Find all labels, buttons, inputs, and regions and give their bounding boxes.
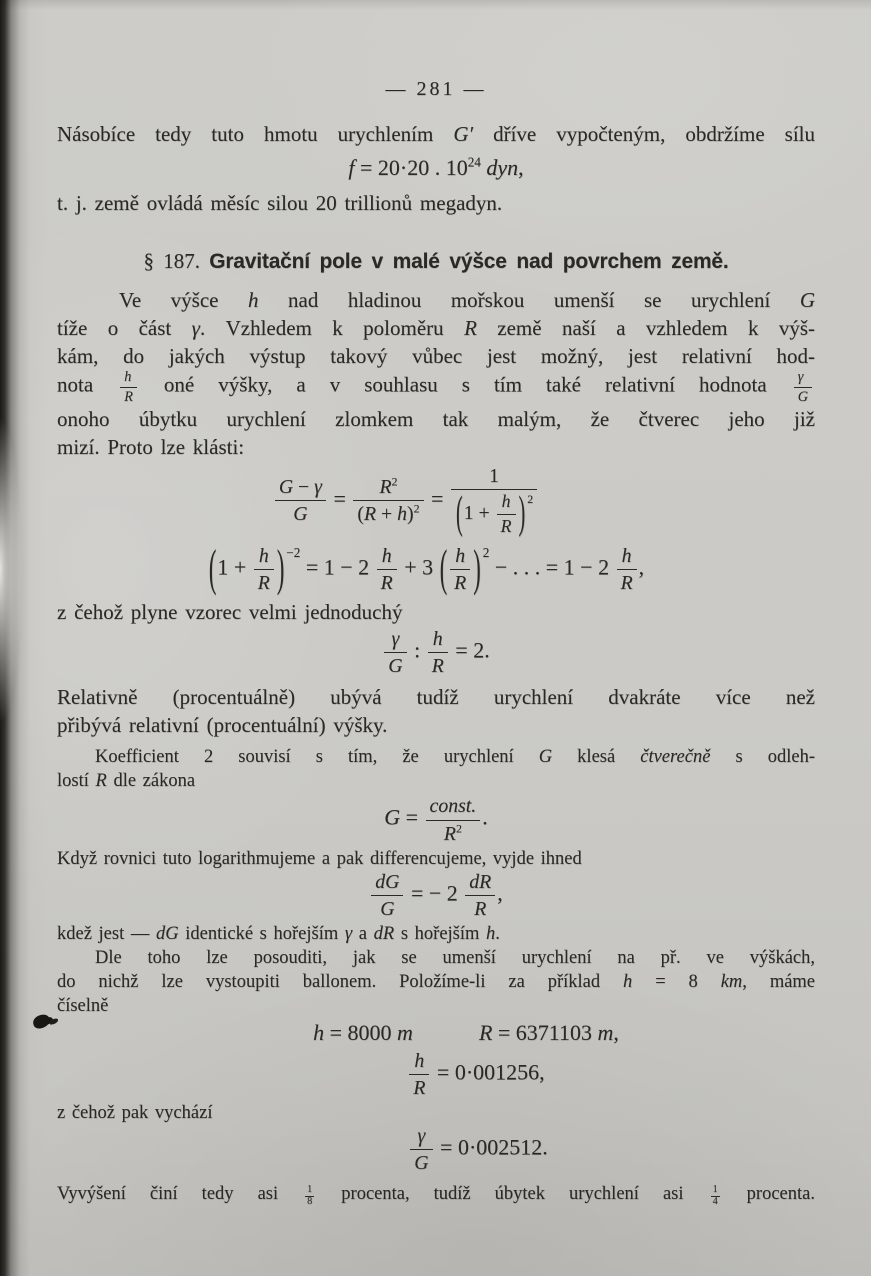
math-variable: γ — [391, 628, 400, 651]
denominator — [794, 387, 812, 405]
text: ( — [357, 503, 364, 526]
text: 1 — [712, 1183, 718, 1195]
text-line — [57, 970, 815, 994]
text: = — [400, 805, 424, 831]
math-variable: h — [124, 368, 132, 385]
math-variable: G — [380, 897, 395, 920]
numerator — [450, 545, 470, 569]
fraction — [497, 492, 516, 537]
fraction — [428, 628, 448, 677]
math-variable: R — [413, 1076, 426, 1099]
numerator — [275, 476, 326, 500]
numerator — [254, 545, 274, 569]
math-variable: R — [464, 315, 477, 340]
math-variable: dR — [373, 924, 395, 945]
text: = — [327, 485, 352, 511]
denominator — [384, 652, 406, 677]
math-formula — [57, 795, 815, 844]
text: z čehož plyne vzorec velmi jednoduchý — [57, 600, 403, 625]
text-line — [57, 189, 815, 217]
denominator — [711, 1196, 720, 1208]
fraction — [450, 545, 470, 594]
big-parenthesis: ( — [208, 539, 217, 597]
fraction — [275, 476, 326, 525]
denominator — [377, 569, 397, 594]
math-formula — [57, 153, 815, 183]
denominator — [451, 489, 537, 537]
math-variable: h — [414, 1049, 425, 1072]
text: = 8000 — [324, 1020, 398, 1046]
fraction — [409, 1050, 429, 1099]
math-variable: R — [380, 571, 393, 594]
math-formula — [57, 871, 815, 920]
numerator — [305, 1185, 314, 1196]
text: Když rovnici tuto logarithmujeme a pak differencujeme, vyjde ihned — [57, 848, 582, 869]
text-line — [57, 745, 815, 769]
text: tíže o část — [57, 315, 192, 340]
text-line — [57, 683, 815, 711]
math-variable: γ — [797, 368, 804, 385]
text-line — [57, 314, 815, 342]
fraction — [371, 871, 403, 920]
text: Ve výšce — [119, 287, 248, 312]
text-line — [57, 994, 815, 1018]
math-variable: R — [431, 655, 444, 678]
text: přibývá relativní (procentuální) výšky. — [57, 713, 388, 738]
text: klesá — [552, 747, 641, 768]
text-line — [57, 847, 815, 871]
math-variable: m — [397, 1020, 413, 1046]
text: 8 — [307, 1196, 313, 1208]
text: procenta, tudíž úbytek urychlení asi — [317, 1184, 708, 1205]
math-variable: dG — [156, 924, 179, 945]
text: = 0·001256, — [431, 1059, 545, 1085]
math-variable: const. — [429, 795, 477, 818]
text-line — [57, 769, 815, 793]
math-variable: γ — [417, 1125, 426, 1148]
text: a — [352, 924, 374, 945]
text: z čehož pak vychází — [57, 1103, 213, 1124]
math-variable: m — [597, 1020, 614, 1046]
text: země naší a vzhledem k výš- — [476, 315, 816, 340]
math-variable: R — [454, 571, 467, 594]
math-variable: G — [799, 287, 815, 312]
text: t. j. země ovládá měsíc silou 20 trillionů megadyn. — [57, 190, 503, 215]
denominator — [275, 500, 326, 525]
text: kám, do jakých výstup takový vůbec jest možný, jest relativní hod- — [57, 343, 815, 368]
math-formula — [97, 1050, 855, 1099]
text-line — [57, 922, 815, 946]
text: s odleh- — [710, 747, 815, 768]
math-variable: G — [538, 747, 553, 768]
math-formula — [57, 628, 815, 677]
math-variable: G — [388, 655, 403, 678]
math-variable: h — [258, 544, 269, 567]
numerator — [377, 545, 397, 569]
denominator — [450, 569, 470, 594]
exponent: 24 — [467, 154, 481, 170]
text: = 0·002512. — [434, 1134, 548, 1160]
text: nad hladinou mořskou umenší se urychlení — [258, 287, 800, 312]
text-line — [57, 342, 815, 370]
numerator — [451, 465, 537, 489]
text: = — [425, 485, 449, 511]
numerator — [428, 628, 448, 652]
text: = − 2 — [405, 880, 464, 906]
text: nota — [57, 372, 118, 397]
text: kdež jest — — [57, 924, 156, 945]
math-variable: G — [797, 388, 808, 405]
text-line — [57, 433, 815, 461]
section-heading — [57, 247, 815, 276]
math-variable: h — [432, 628, 443, 651]
text: = 8 — [632, 972, 721, 993]
text: , — [518, 155, 524, 180]
math-variable: dyn — [486, 155, 519, 180]
numerator — [353, 476, 423, 500]
math-formula — [27, 465, 785, 537]
math-variable: R — [474, 897, 487, 920]
big-parenthesis: ) — [276, 539, 285, 597]
text: Relativně (procentuálně) ubývá tudíž urychlení dvakráte více než — [57, 685, 815, 710]
heading-bold-text: Gravitační pole v malé výšce nad povrchem země. — [209, 249, 729, 273]
text: lostí — [57, 771, 96, 792]
text: . — [482, 805, 488, 831]
big-parenthesis: ( — [455, 488, 463, 539]
fraction — [120, 370, 137, 405]
fraction — [794, 370, 812, 405]
page-content — [57, 76, 815, 1208]
denominator — [409, 1074, 429, 1099]
text: , — [638, 554, 645, 580]
numerator — [794, 370, 812, 387]
math-variable: γ — [344, 924, 353, 945]
text: = 6371103 — [492, 1020, 598, 1046]
denominator — [305, 1196, 314, 1208]
text: , — [497, 880, 503, 906]
math-variable: R — [363, 503, 377, 526]
exponent: 2 — [455, 820, 462, 835]
text: , — [613, 1020, 619, 1046]
text: s hořejším — [394, 924, 487, 945]
text-line — [57, 405, 815, 433]
big-parenthesis: ) — [518, 488, 526, 539]
numerator — [371, 871, 403, 895]
math-variable: dG — [375, 870, 400, 893]
math-variable: G — [278, 476, 294, 499]
scan-top-shadow — [0, 0, 871, 10]
text: 1 + — [217, 554, 252, 580]
fraction — [410, 1125, 432, 1174]
text-line — [57, 946, 815, 970]
math-variable: km — [720, 972, 743, 993]
fraction — [254, 545, 274, 594]
text: identické s hořejším — [178, 924, 345, 945]
text: procenta. — [722, 1184, 815, 1205]
math-variable: R — [257, 571, 270, 594]
exponent: 2 — [413, 501, 420, 516]
denominator — [371, 895, 403, 920]
denominator — [497, 514, 516, 537]
math-variable: čtverečně — [640, 747, 711, 768]
text: Koefficient 2 souvisí s tím, že urychlení — [95, 747, 539, 768]
exponent: 2 — [527, 491, 534, 506]
math-variable: R — [500, 515, 512, 536]
fraction — [465, 871, 495, 920]
text: ) — [407, 503, 414, 526]
big-parenthesis: ( — [439, 539, 448, 597]
text: onoho úbytku urychlení zlomkem tak malým, že čtverec jeho již — [57, 406, 815, 431]
ink-blot-mark — [32, 1013, 52, 1030]
text: Násobíce tedy tuto hmotu urychlením — [57, 122, 454, 146]
text: dle zákona — [106, 771, 196, 792]
text: = 20·20 . 10 — [354, 155, 468, 180]
text: Dle toho lze posouditi, jak se umenší urychlení na př. ve výškách, — [95, 948, 815, 969]
text-line — [57, 286, 815, 314]
text: 1 — [489, 464, 500, 487]
text: − — [293, 476, 315, 499]
text: . — [495, 924, 500, 945]
text: 1 + — [463, 501, 495, 524]
text: do nichž lze vystoupiti ballonem. Položíme-li za příklad — [57, 972, 624, 993]
fraction — [353, 476, 423, 525]
exponent: 2 — [482, 544, 490, 560]
numerator — [711, 1185, 720, 1196]
text: = 2. — [449, 637, 490, 663]
numerator — [426, 795, 481, 819]
denominator — [254, 569, 274, 594]
math-formula — [99, 1125, 857, 1174]
numerator — [384, 628, 406, 652]
fraction — [384, 628, 406, 677]
numerator — [497, 492, 516, 514]
exponent: 2 — [391, 474, 398, 489]
page-curl-highlight — [0, 400, 30, 740]
math-variable: R — [620, 571, 633, 594]
text: mizí. Proto lze klásti: — [57, 434, 245, 459]
fraction — [617, 545, 637, 594]
denominator — [426, 820, 481, 845]
math-variable: f — [348, 155, 355, 180]
text-line — [57, 370, 815, 405]
page-number: — 281 — — [385, 78, 487, 100]
denominator — [428, 652, 448, 677]
text: : — [408, 637, 426, 663]
math-variable: γ — [191, 315, 200, 340]
text: Vyvýšení činí tedy asi — [57, 1184, 303, 1205]
text-line — [57, 120, 815, 148]
math-variable: R — [95, 771, 107, 792]
math-variable: G′ — [453, 122, 474, 146]
text: − . . . = 1 − 2 — [489, 554, 615, 580]
numerator — [465, 871, 495, 895]
numerator — [120, 370, 137, 387]
text: = 1 − 2 — [300, 554, 375, 580]
denominator — [120, 387, 137, 405]
text: . Vzhledem k poloměru — [199, 315, 465, 340]
fraction — [426, 795, 481, 844]
exponent: −2 — [286, 544, 301, 560]
fraction — [711, 1185, 720, 1208]
math-variable: G — [414, 1152, 429, 1175]
math-variable: G — [293, 503, 308, 526]
text-line — [57, 598, 815, 626]
fraction — [377, 545, 397, 594]
math-variable: R — [124, 388, 133, 405]
math-variable: h — [248, 287, 259, 312]
math-variable: G — [384, 805, 401, 831]
text-line — [57, 711, 815, 739]
math-variable: h — [501, 490, 511, 511]
text: + — [376, 503, 398, 526]
math-variable: h — [486, 924, 496, 945]
math-variable: h — [397, 503, 407, 526]
fraction — [451, 465, 537, 537]
text: oné výšky, a v souhlasu s tím také relativní hodnota — [139, 372, 791, 397]
text: § 187. — [143, 248, 210, 273]
math-formula — [87, 1018, 845, 1048]
text: 1 — [307, 1183, 313, 1195]
math-variable: R — [478, 1020, 493, 1046]
numerator — [409, 1050, 429, 1074]
text: 4 — [712, 1196, 718, 1208]
math-variable: R — [443, 822, 456, 845]
text: dříve vypočteným, obdržíme sílu — [473, 122, 815, 146]
math-formula — [47, 539, 805, 597]
denominator — [353, 500, 423, 525]
text: + 3 — [398, 554, 439, 580]
text-line — [57, 1101, 815, 1125]
math-variable: dR — [469, 870, 492, 893]
math-variable: h — [313, 1020, 325, 1046]
math-variable: h — [455, 544, 466, 567]
denominator — [465, 895, 495, 920]
math-variable: R — [379, 476, 392, 499]
denominator — [617, 569, 637, 594]
math-variable: γ — [314, 476, 322, 499]
math-variable: h — [623, 972, 633, 993]
text-line — [57, 1182, 815, 1208]
denominator — [410, 1149, 432, 1174]
numerator — [617, 545, 637, 569]
scan-left-edge-shadow — [0, 0, 48, 1276]
text: , máme — [742, 972, 816, 993]
math-variable: h — [621, 544, 632, 567]
math-variable: h — [381, 544, 392, 567]
big-parenthesis: ) — [473, 539, 481, 597]
text: číselně — [57, 996, 109, 1017]
numerator — [410, 1125, 432, 1149]
fraction — [305, 1185, 314, 1208]
